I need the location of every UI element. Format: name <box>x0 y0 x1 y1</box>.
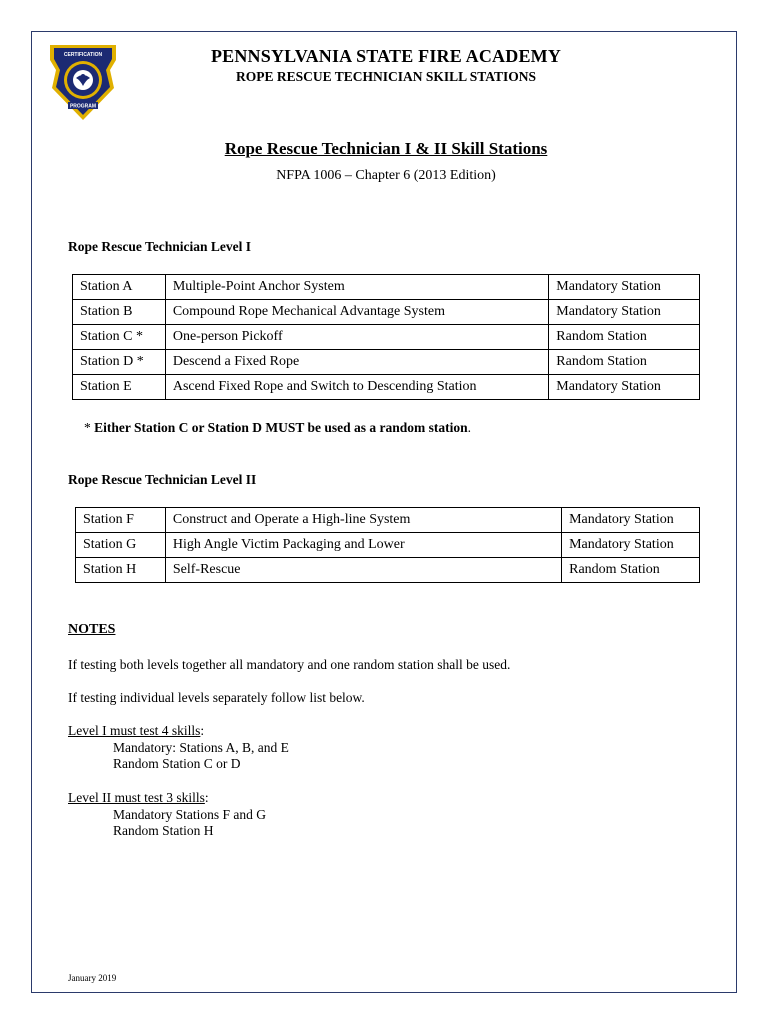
level1-requirements <box>68 723 289 773</box>
level2-requirements-label: Level II must test 3 skills <box>68 790 205 805</box>
task-cell: Construct and Operate a High-line System <box>165 508 561 533</box>
table-row <box>76 508 700 533</box>
certification-program-seal-logo <box>46 42 120 122</box>
station-cell: Station F <box>76 508 166 533</box>
level1-heading: Rope Rescue Technician Level I <box>68 239 252 254</box>
type-cell: Random Station <box>549 325 700 350</box>
table-row <box>73 325 700 350</box>
task-cell: Ascend Fixed Rope and Switch to Descending Station <box>165 375 548 400</box>
footer-date: January 2019 <box>68 973 117 983</box>
footnote-period: . <box>467 420 472 435</box>
level1-stations-table <box>72 274 700 400</box>
table-row <box>76 558 700 583</box>
type-cell: Mandatory Station <box>562 533 700 558</box>
level2-random-line: Random Station H <box>113 823 214 838</box>
level2-requirements <box>68 790 266 840</box>
level1-mandatory-line: Mandatory: Stations A, B, and E <box>113 739 289 755</box>
task-cell: Multiple-Point Anchor System <box>165 275 548 300</box>
type-cell: Random Station <box>549 350 700 375</box>
footnote-star: * <box>84 420 95 435</box>
table-row <box>73 275 700 300</box>
table-row <box>73 375 700 400</box>
task-cell: Self-Rescue <box>165 558 561 583</box>
table-row <box>73 300 700 325</box>
task-cell: Descend a Fixed Rope <box>165 350 548 375</box>
notes-paragraph-2: If testing individual levels separately follow list below. <box>68 690 365 705</box>
station-cell: Station B <box>73 300 166 325</box>
type-cell: Mandatory Station <box>549 375 700 400</box>
task-cell: Compound Rope Mechanical Advantage System <box>165 300 548 325</box>
table-row <box>73 350 700 375</box>
level1-footnote <box>84 420 471 436</box>
logo-top-text: CERTIFICATION <box>63 52 103 58</box>
type-cell: Mandatory Station <box>549 275 700 300</box>
level1-requirements-colon: : <box>200 723 205 738</box>
footnote-bold-text: Either Station C or Station D MUST be used as a random station <box>94 420 468 435</box>
type-cell: Mandatory Station <box>549 300 700 325</box>
level2-stations-table <box>75 507 700 583</box>
station-cell: Station A <box>73 275 166 300</box>
document-title-text: Rope Rescue Technician I & II Skill Stations <box>224 139 548 158</box>
document-subtitle: NFPA 1006 – Chapter 6 (2013 Edition) <box>276 168 496 183</box>
level2-rows <box>76 508 700 583</box>
type-cell: Mandatory Station <box>562 508 700 533</box>
level1-rows <box>73 275 700 400</box>
station-cell: Station G <box>76 533 166 558</box>
table-row <box>76 533 700 558</box>
station-cell: Station E <box>73 375 166 400</box>
notes-heading: NOTES <box>68 622 116 637</box>
station-cell: Station C * <box>73 325 166 350</box>
task-cell: High Angle Victim Packaging and Lower <box>165 533 561 558</box>
header-title: PENNSYLVANIA STATE FIRE ACADEMY <box>210 46 562 66</box>
type-cell: Random Station <box>562 558 700 583</box>
station-cell: Station D * <box>73 350 166 375</box>
level2-mandatory-line: Mandatory Stations F and G <box>113 806 266 822</box>
station-cell: Station H <box>76 558 166 583</box>
document-title <box>100 139 672 159</box>
level2-requirements-colon: : <box>204 790 209 805</box>
notes-paragraph-1: If testing both levels together all mandatory and one random station shall be used. <box>68 657 511 672</box>
level1-random-line: Random Station C or D <box>113 756 241 771</box>
logo-bottom-text: PROGRAM <box>69 103 97 110</box>
task-cell: One-person Pickoff <box>165 325 548 350</box>
level1-requirements-label: Level I must test 4 skills <box>68 723 201 738</box>
level2-heading: Rope Rescue Technician Level II <box>68 472 257 487</box>
header-subtitle: ROPE RESCUE TECHNICIAN SKILL STATIONS <box>235 69 537 84</box>
